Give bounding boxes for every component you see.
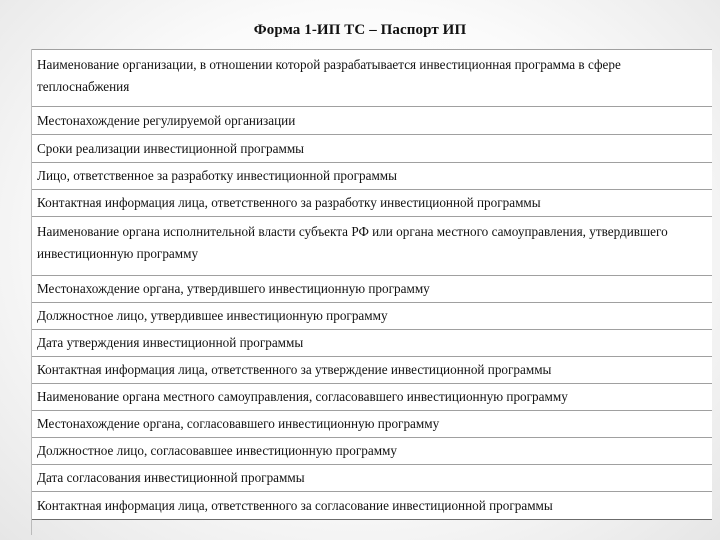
table-row	[32, 383, 712, 411]
row-label: Контактная информация лица, ответственного за согласование инвестиционной программы	[37, 497, 553, 513]
row-label: Дата согласования инвестиционной программы	[37, 470, 305, 485]
table-row	[32, 189, 712, 217]
table-row	[32, 49, 712, 107]
table-row	[32, 275, 712, 303]
row-label: Лицо, ответственное за разработку инвестиционной программы	[37, 168, 398, 183]
row-label: Местонахождение регулируемой организации	[37, 112, 296, 128]
row-label: Наименование организации, в отношении которой разрабатывается инвестиционная программа в сфере теплоснабжения	[37, 57, 621, 94]
table-row	[32, 302, 712, 330]
table-row	[32, 106, 712, 135]
table-row	[32, 356, 712, 384]
table-row	[32, 216, 712, 276]
table-row	[32, 410, 712, 438]
row-label: Должностное лицо, согласовавшее инвестиционную программу	[37, 443, 397, 458]
table-row	[32, 464, 712, 492]
page-title: Форма 1-ИП ТС – Паспорт ИП	[253, 22, 467, 38]
row-label: Контактная информация лица, ответственного за утверждение инвестиционной программы	[37, 362, 552, 377]
table-row	[32, 134, 712, 163]
row-label: Сроки реализации инвестиционной программы	[37, 140, 305, 156]
table-row	[32, 329, 712, 357]
row-label: Наименование органа исполнительной власти субъекта РФ или органа местного самоуправления, утвердившего инвестиционную программу	[37, 224, 668, 261]
row-label: Местонахождение органа, согласовавшего инвестиционную программу	[37, 416, 440, 431]
table-row	[32, 491, 712, 520]
row-label: Должностное лицо, утвердившее инвестиционную программу	[37, 308, 388, 323]
table-row	[32, 437, 712, 465]
table-row	[32, 162, 712, 190]
row-label: Контактная информация лица, ответственного за разработку инвестиционной программы	[37, 195, 541, 210]
passport-table	[32, 49, 712, 520]
row-label: Наименование органа местного самоуправления, согласовавшего инвестиционную программу	[37, 389, 568, 404]
row-label: Дата утверждения инвестиционной программы	[37, 335, 304, 350]
row-label: Местонахождение органа, утвердившего инвестиционную программу	[37, 281, 430, 296]
